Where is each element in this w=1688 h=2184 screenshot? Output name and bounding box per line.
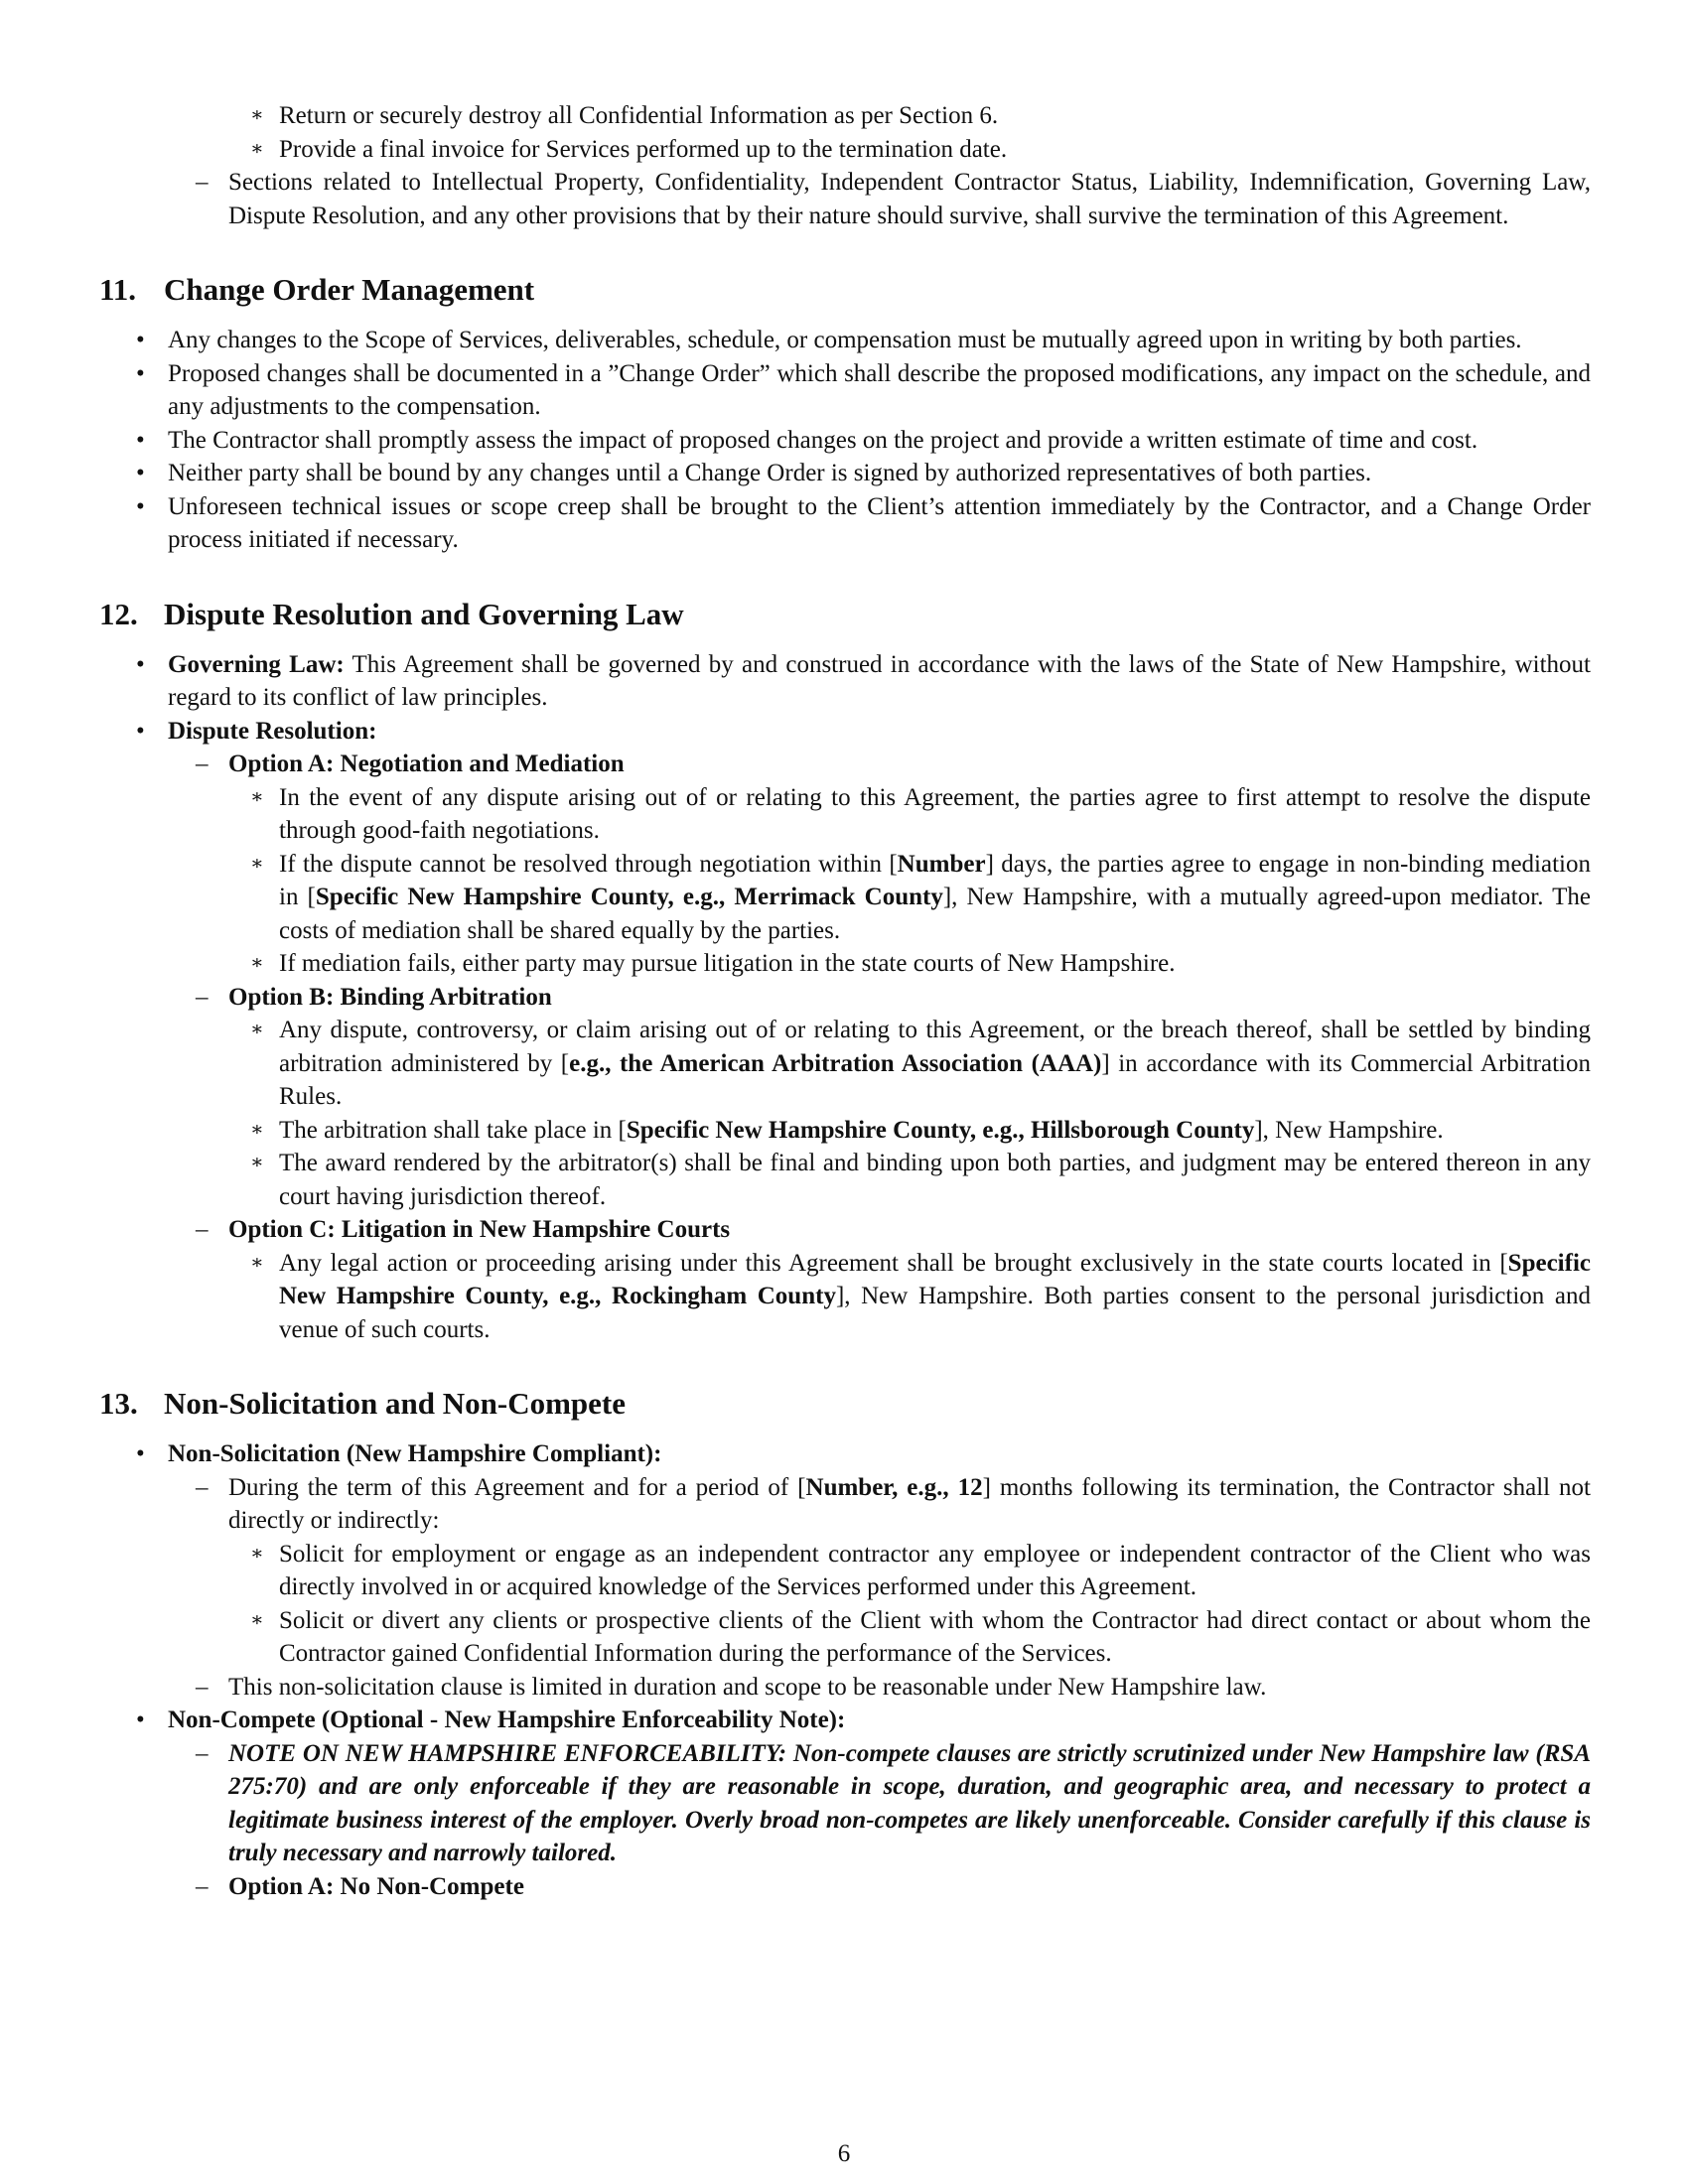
non-compete-label: Non-Compete (Optional - New Hampshire Enforceability Note): (168, 1706, 846, 1733)
section-11-heading-wrap (99, 270, 1591, 310)
section-heading (99, 270, 1591, 310)
section-title: Dispute Resolution and Governing Law (164, 596, 684, 631)
dash-bullet-icon: – (196, 983, 209, 1011)
asterisk-bullet-icon: ∗ (250, 1152, 264, 1173)
placeholder-text: Number, e.g., 12 (805, 1473, 983, 1501)
dash-bullet-icon: – (196, 169, 209, 196)
dispute-resolution-label: Dispute Resolution: (168, 717, 377, 745)
list-item (99, 748, 1591, 781)
section-number: 12. (99, 596, 138, 631)
bullet-icon: • (136, 460, 145, 486)
termination-continuation (99, 99, 1591, 232)
list-item (99, 1247, 1591, 1347)
asterisk-bullet-icon: ∗ (250, 852, 264, 875)
list-item-text: Solicit for employment or engage as an independent contractor any employee or independent contractor of the Client who was directly involved in or acquired knowledge of the Services performed under this Agreement. (279, 1540, 1591, 1600)
asterisk-bullet-icon: ∗ (250, 1019, 264, 1040)
list-item-text: In the event of any dispute arising out of or relating to this Agreement, the parties agree to first attempt to resolve the dispute through good-faith negotiations. (279, 783, 1591, 844)
list-item (99, 1538, 1591, 1604)
text-run: ], New Hampshire. (1254, 1116, 1444, 1144)
list-item (99, 1014, 1591, 1114)
asterisk-bullet-icon: ∗ (250, 1608, 264, 1631)
list-item (99, 947, 1591, 981)
text-run: ], New Hampshire, with a mutually agreed-upon mediator. The costs of mediation shall be shared equally by the parties. (279, 884, 1591, 944)
list-item-text: The award rendered by the arbitrator(s) shall be final and binding upon both parties, and judgment may be entered thereon in any court having jurisdiction thereof. (279, 1150, 1591, 1210)
list-item (99, 324, 1591, 357)
list-item (99, 1213, 1591, 1247)
list-item-text: Unforeseen technical issues or scope creep shall be brought to the Client’s attention immediately by the Contractor, and a Change Order process initiated if necessary. (168, 492, 1591, 553)
list-item (99, 715, 1591, 749)
option-b-label: Option B: Binding Arbitration (228, 983, 552, 1011)
option-a-label: Option A: No Non-Compete (228, 1872, 524, 1900)
list-item-text: Return or securely destroy all Confidential Information as per Section 6. (279, 102, 999, 129)
list-item-text: Provide a final invoice for Services performed up to the termination date. (279, 135, 1008, 163)
bullet-icon: • (136, 1440, 145, 1467)
list-item (99, 1704, 1591, 1737)
section-title: Change Order Management (164, 272, 535, 307)
list-item (99, 99, 1591, 133)
governing-law-text: This Agreement shall be governed by and construed in accordance with the laws of the State of New Hampshire, without regard to its conflict of law principles. (168, 650, 1591, 711)
section-number: 11. (99, 272, 137, 307)
placeholder-text: Specific New Hampshire County, e.g., Hillsborough County (626, 1116, 1255, 1144)
list-item (99, 1870, 1591, 1904)
dash-bullet-icon: – (196, 1473, 209, 1501)
text-run: ] days, the parties agree to engage in non-binding mediation in [ (279, 850, 1591, 910)
text-run: Any legal action or proceeding arising under this Agreement shall be brought exclusively in the state courts located in [ (279, 1249, 1508, 1277)
asterisk-bullet-icon: ∗ (250, 1251, 264, 1274)
placeholder-text: Specific New Hampshire County, e.g., Merrimack County (315, 884, 943, 910)
placeholder-text: Specific New Hampshire County, e.g., Rockingham County (279, 1249, 1591, 1309)
list-item (99, 357, 1591, 424)
list-item (99, 648, 1591, 715)
list-item-text: This non-solicitation clause is limited in duration and scope to be reasonable under New Hampshire law. (228, 1673, 1267, 1701)
asterisk-bullet-icon: ∗ (250, 104, 264, 126)
bullet-icon: • (136, 492, 145, 520)
governing-law-label: Governing Law: (168, 650, 345, 678)
list-item (99, 457, 1591, 490)
list-item (99, 1471, 1591, 1538)
text-run: ] in accordance with its Commercial Arbitration Rules. (279, 1049, 1591, 1110)
list-item (99, 981, 1591, 1015)
dash-bullet-icon: – (196, 1872, 209, 1900)
bullet-icon: • (136, 327, 145, 353)
bullet-icon: • (136, 650, 145, 678)
list-item (99, 166, 1591, 232)
section-12-heading-wrap (99, 595, 1591, 634)
text-run: During the term of this Agreement and for a period of [ (228, 1473, 806, 1501)
bullet-icon: • (136, 717, 145, 745)
asterisk-bullet-icon: ∗ (250, 785, 264, 808)
section-13-list (99, 1437, 1591, 1903)
list-item (99, 133, 1591, 167)
list-item (99, 1147, 1591, 1213)
page-content (99, 99, 1591, 1903)
asterisk-bullet-icon: ∗ (250, 952, 264, 974)
list-item (99, 781, 1591, 848)
section-12-list (99, 648, 1591, 1347)
section-13-heading-wrap (99, 1384, 1591, 1424)
page-number: 6 (837, 2140, 851, 2167)
list-item-text: Solicit or divert any clients or prospective clients of the Client with whom the Contractor had direct contact or about whom the Contractor gained Confidential Information during the performance of the Services. (279, 1606, 1591, 1667)
dash-bullet-icon: – (196, 1216, 209, 1243)
list-item (99, 1114, 1591, 1148)
asterisk-bullet-icon: ∗ (250, 137, 264, 160)
text-run: The arbitration shall take place in [ (279, 1116, 627, 1144)
dash-bullet-icon: – (196, 1739, 209, 1767)
section-heading (99, 1384, 1591, 1424)
placeholder-text: Number (897, 850, 986, 878)
bullet-icon: • (136, 359, 145, 387)
list-item (99, 1737, 1591, 1870)
enforceability-note: NOTE ON NEW HAMPSHIRE ENFORCEABILITY: Non-compete clauses are strictly scrutinized under New Hampshire law (RSA 275:70) and are only enforceable if they are reasonable in scope, duration, and geographic area, and necessary to protect a legitimate business interest of the employer. Overly broad non-competes are likely unenforceable. Consider carefully if this clause is truly necessary and narrowly tailored. (228, 1739, 1591, 1866)
list-item-text: Neither party shall be bound by any changes until a Change Order is signed by authorized representatives of both parties. (168, 460, 1372, 486)
text-run: Any dispute, controversy, or claim arising out of or relating to this Agreement, or the breach thereof, shall be settled by binding arbitration administered by [ (279, 1017, 1591, 1077)
non-solicitation-label: Non-Solicitation (New Hampshire Compliant): (168, 1440, 662, 1467)
option-a-label: Option A: Negotiation and Mediation (228, 751, 625, 777)
text-run: ], New Hampshire. Both parties consent to the personal jurisdiction and venue of such courts. (279, 1283, 1591, 1343)
asterisk-bullet-icon: ∗ (250, 1542, 264, 1565)
option-c-label: Option C: Litigation in New Hampshire Courts (228, 1216, 731, 1243)
text-run: If the dispute cannot be resolved through negotiation within [ (279, 850, 898, 878)
bullet-icon: • (136, 426, 145, 454)
list-item (99, 1671, 1591, 1705)
list-item (99, 1437, 1591, 1471)
list-item-text: If mediation fails, either party may pursue litigation in the state courts of New Hampshire. (279, 950, 1176, 977)
asterisk-bullet-icon: ∗ (250, 1118, 264, 1141)
dash-bullet-icon: – (196, 751, 209, 777)
text-run: ] months following its termination, the Contractor shall not directly or indirectly: (228, 1473, 1591, 1534)
list-item-text: Proposed changes shall be documented in a ”Change Order” which shall describe the proposed modifications, any impact on the schedule, and any adjustments to the compensation. (168, 359, 1591, 420)
section-heading (99, 595, 1591, 634)
list-item (99, 424, 1591, 458)
list-item (99, 848, 1591, 948)
list-item (99, 490, 1591, 557)
section-11-list (99, 324, 1591, 557)
section-number: 13. (99, 1386, 138, 1421)
dash-bullet-icon: – (196, 1673, 209, 1701)
list-item-text: The Contractor shall promptly assess the impact of proposed changes on the project and provide a written estimate of time and cost. (168, 426, 1478, 454)
list-item (99, 1604, 1591, 1671)
placeholder-text: e.g., the American Arbitration Association (AAA) (569, 1049, 1102, 1077)
survival-clause-text: Sections related to Intellectual Property, Confidentiality, Independent Contractor Status, Liability, Indemnification, Governing Law, Dispute Resolution, and any other provisions that by their nature should survive, shall survive the termination of this Agreement. (228, 169, 1591, 229)
bullet-icon: • (136, 1706, 145, 1733)
section-title: Non-Solicitation and Non-Compete (164, 1386, 627, 1421)
list-item-text: Any changes to the Scope of Services, deliverables, schedule, or compensation must be mutually agreed upon in writing by both parties. (168, 327, 1522, 353)
